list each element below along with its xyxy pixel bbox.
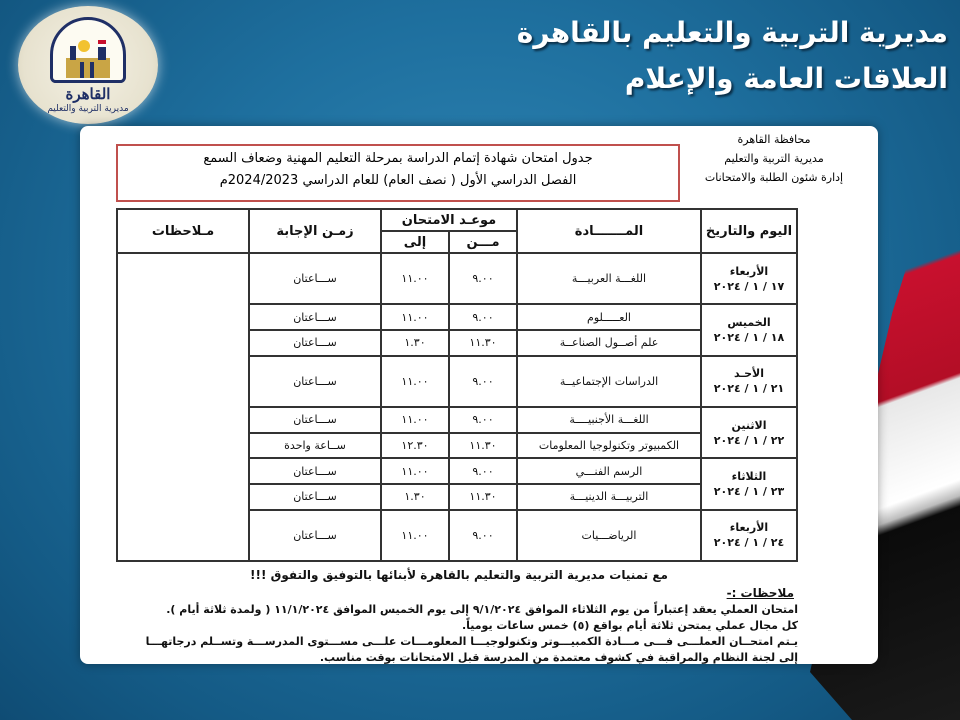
document-title-line2: الفصل الدراسي الأول ( نصف العام) للعام الدراسي 2024/2023م	[219, 173, 577, 188]
agency-block	[674, 130, 874, 187]
day-cell	[701, 510, 797, 561]
table-row	[117, 253, 797, 304]
duration-cell: ســـاعتان	[249, 407, 381, 433]
exam-date: ٢٣ / ١ / ٢٠٢٤	[713, 484, 785, 498]
duration-cell: ســـاعتان	[249, 356, 381, 407]
to-cell: ١١.٠٠	[381, 253, 449, 304]
day-cell	[701, 253, 797, 304]
subject-cell: الدراسات الإجتماعيــة	[517, 356, 701, 407]
subject-cell: علم أصــول الصناعــة	[517, 330, 701, 356]
to-cell: ١١.٠٠	[381, 458, 449, 484]
duration-cell: ســـاعتان	[249, 484, 381, 510]
day-name: الثلاثاء	[731, 469, 767, 483]
from-cell: ٩.٠٠	[449, 407, 517, 433]
exam-date: ٢٤ / ١ / ٢٠٢٤	[713, 536, 785, 550]
header-duration: زمـن الإجابة	[249, 209, 381, 253]
logo-subtitle: مديرية التربية والتعليم	[47, 103, 129, 114]
subject-cell: الكمبيوتر وتكنولوجيا المعلومات	[517, 433, 701, 459]
day-cell	[701, 407, 797, 458]
exam-date: ٢١ / ١ / ٢٠٢٤	[713, 382, 785, 396]
exam-date: ٢٢ / ١ / ٢٠٢٤	[713, 433, 785, 447]
exam-date: ١٧ / ١ / ٢٠٢٤	[713, 279, 785, 293]
day-name: الأحـد	[733, 367, 764, 381]
to-cell: ١١.٠٠	[381, 304, 449, 330]
day-cell	[701, 356, 797, 407]
day-name: الخميس	[727, 315, 771, 329]
to-cell: ١٢.٣٠	[381, 433, 449, 459]
from-cell: ٩.٠٠	[449, 356, 517, 407]
subject-cell: الرياضـــيات	[517, 510, 701, 561]
logo	[18, 6, 158, 124]
to-cell: ١١.٠٠	[381, 510, 449, 561]
to-cell: ١١.٠٠	[381, 407, 449, 433]
wishes-line: مع تمنيات مديرية التربية والتعليم بالقاهرة لأبنائها بالتوفيق والتفوق !!!	[250, 568, 668, 582]
header-title-pr: العلاقات العامة والإعلام	[624, 62, 948, 95]
note-item: يـتم امتحــان العملـــى فـــى مـــادة الكمبيـــوتر وتكنولوجيـــا المعلومـــات علـــى مســـتوى المدرســـة وتســلم درجاتهـــا	[145, 635, 798, 648]
notes-section	[116, 562, 802, 664]
day-name: الأربعاء	[729, 521, 769, 535]
from-cell: ١١.٣٠	[449, 433, 517, 459]
logo-building-icon	[58, 32, 118, 80]
header-from: مـــن	[449, 231, 517, 253]
from-cell: ٩.٠٠	[449, 458, 517, 484]
duration-cell: ســـاعتان	[249, 304, 381, 330]
notes-heading: ملاحظات :-	[726, 586, 794, 600]
to-cell: ١.٣٠	[381, 330, 449, 356]
exam-table-wrapper	[116, 208, 796, 562]
document-title	[116, 144, 680, 202]
notes-cell	[117, 253, 249, 561]
document-title-line1: جدول امتحان شهادة إتمام الدراسة بمرحلة التعليم المهنية وضعاف السمع	[203, 151, 593, 166]
to-cell: ١.٣٠	[381, 484, 449, 510]
from-cell: ٩.٠٠	[449, 304, 517, 330]
from-cell: ١١.٣٠	[449, 330, 517, 356]
from-cell: ١١.٣٠	[449, 484, 517, 510]
agency-department: إدارة شئون الطلبة والامتحانات	[704, 171, 844, 184]
day-name: الاثنين	[731, 418, 767, 432]
header-to: إلى	[381, 231, 449, 253]
exam-schedule-table	[116, 208, 798, 562]
to-cell: ١١.٠٠	[381, 356, 449, 407]
from-cell: ٩.٠٠	[449, 253, 517, 304]
subject-cell: اللغـــة الأجنبيــــة	[517, 407, 701, 433]
header-notes: مـلاحظات	[117, 209, 249, 253]
header-subject: المـــــــادة	[517, 209, 701, 253]
day-cell	[701, 458, 797, 509]
duration-cell: ســـاعتان	[249, 330, 381, 356]
day-cell	[701, 304, 797, 355]
day-name: الأربعاء	[729, 264, 769, 278]
agency-governorate: محافظة القاهرة	[737, 133, 811, 146]
header-exam-time: موعـد الامتحان	[381, 209, 517, 231]
duration-cell: ســـاعتان	[249, 510, 381, 561]
note-item: امتحان العملي يعقد إعتباراً من يوم الثلاثاء الموافق ٩/١/٢٠٢٤ إلى يوم الخميس الموافق ١١/١/٢٠٢٤ ( ولمدة ثلاثة أيام ).	[166, 603, 798, 616]
schedule-document	[80, 126, 878, 664]
note-item: كل مجال عملي يمتحن ثلاثة أيام بواقع (٥) خمس ساعات يومياً.	[461, 619, 798, 632]
from-cell: ٩.٠٠	[449, 510, 517, 561]
duration-cell: ســـاعتان	[249, 253, 381, 304]
logo-emblem	[50, 17, 126, 83]
exam-date: ١٨ / ١ / ٢٠٢٤	[713, 330, 785, 344]
subject-cell: التربيـــة الدينيـــة	[517, 484, 701, 510]
header-title-directorate: مديرية التربية والتعليم بالقاهرة	[516, 16, 948, 49]
header-day-date: اليوم والتاريخ	[701, 209, 797, 253]
logo-name: القاهرة	[65, 84, 111, 103]
subject-cell: العـــــلوم	[517, 304, 701, 330]
duration-cell: ســاعة واحدة	[249, 433, 381, 459]
subject-cell: الرسم الفنـــي	[517, 458, 701, 484]
note-item: إلى لجنة النظام والمراقبة في كشوف معتمدة من المدرسة قبل الامتحانات بوقت مناسب.	[319, 651, 798, 664]
duration-cell: ســـاعتان	[249, 458, 381, 484]
agency-directorate: مديرية التربية والتعليم	[724, 152, 824, 165]
subject-cell: اللغـــة العربيـــة	[517, 253, 701, 304]
